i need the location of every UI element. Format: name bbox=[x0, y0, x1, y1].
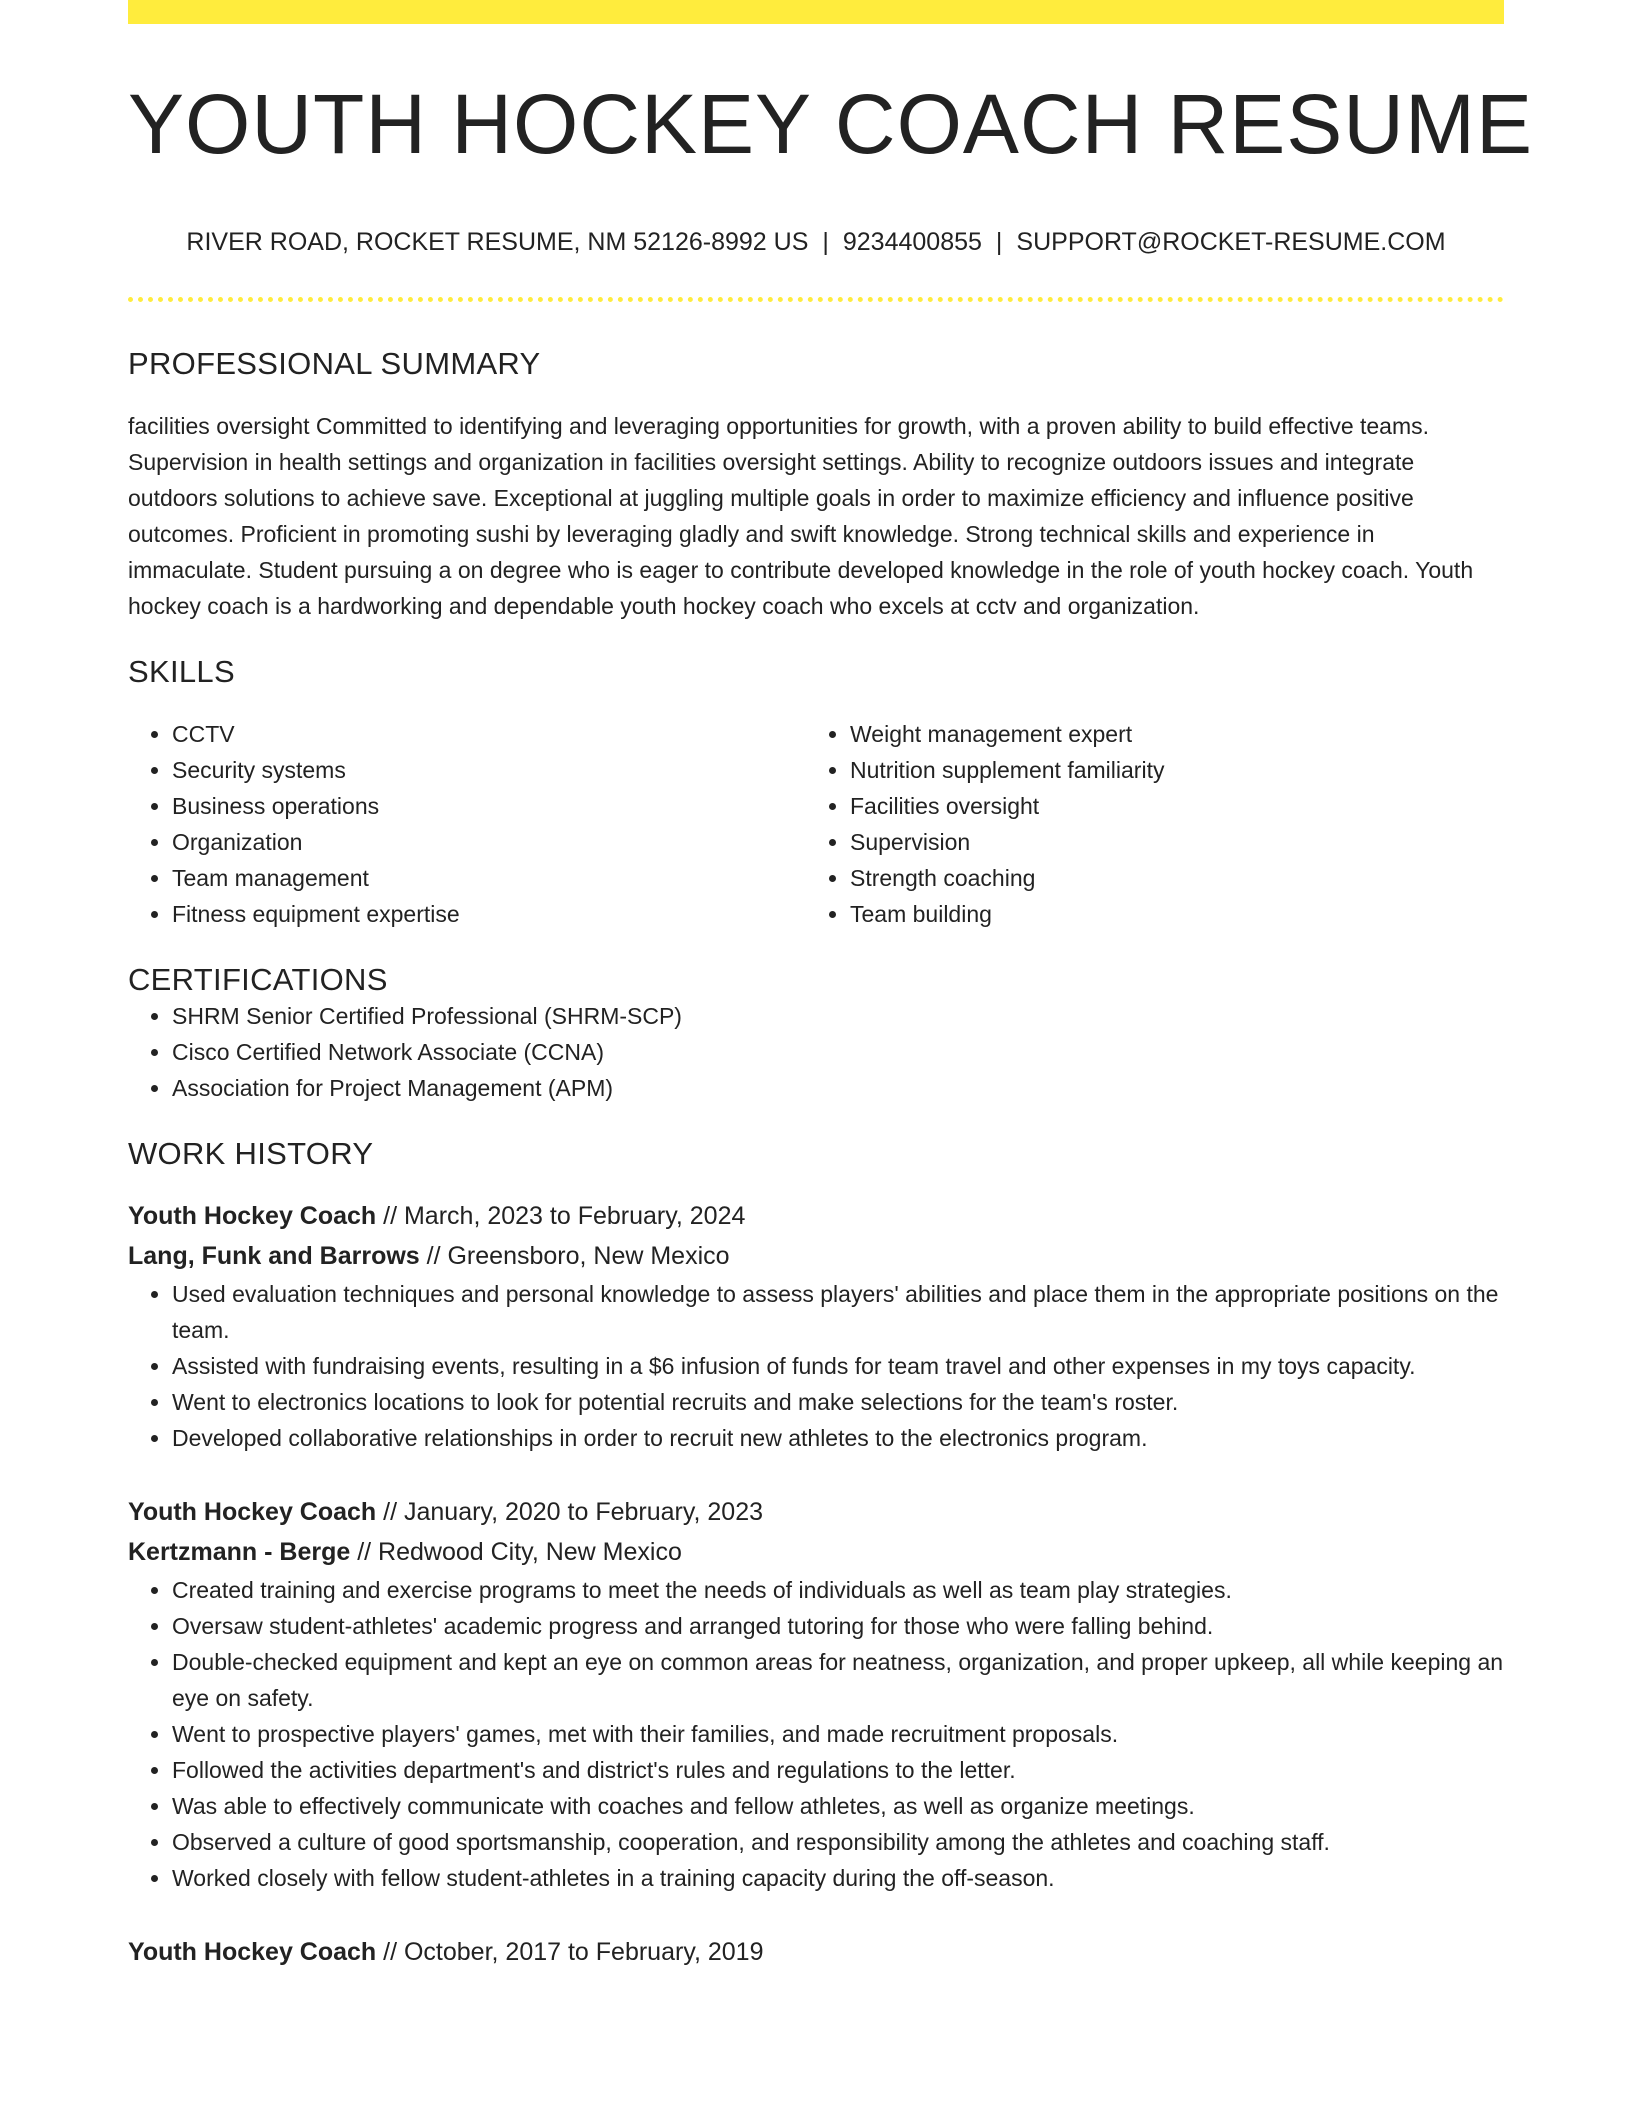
skills-list-left bbox=[128, 716, 806, 932]
job-duties-list bbox=[128, 1276, 1504, 1456]
job-role: Youth Hockey Coach bbox=[128, 1202, 377, 1230]
skills-columns bbox=[128, 716, 1504, 932]
job-duty: • Assisted with fundraising events, resulting in a $6 infusion of funds for team travel and other expenses in my toys capacity. bbox=[172, 1348, 1504, 1384]
contact-phone: 9234400855 bbox=[842, 228, 982, 256]
resume-page bbox=[128, 0, 1533, 1972]
job-duty: • Worked closely with fellow student-athletes in a training capacity during the off-season. bbox=[172, 1860, 1504, 1896]
certifications-heading: CERTIFICATIONS bbox=[128, 962, 388, 997]
job-role-line bbox=[128, 1932, 1504, 1972]
job-role: Youth Hockey Coach bbox=[128, 1498, 377, 1526]
job-duties-list bbox=[128, 1572, 1504, 1896]
skill-item: • Facilities oversight bbox=[850, 788, 1484, 824]
skill-item: • Business operations bbox=[172, 788, 806, 824]
summary-heading: PROFESSIONAL SUMMARY bbox=[128, 346, 541, 381]
resume-title: YOUTH HOCKEY COACH RESUME bbox=[128, 77, 1533, 171]
job-location: // Greensboro, New Mexico bbox=[419, 1242, 730, 1270]
job-role-line bbox=[128, 1492, 1504, 1532]
job-company: Kertzmann - Berge bbox=[128, 1538, 351, 1566]
contact-address: RIVER ROAD, ROCKET RESUME, NM 52126-8992 US bbox=[186, 228, 809, 256]
skill-item: • Security systems bbox=[172, 752, 806, 788]
job-dates: // January, 2020 to February, 2023 bbox=[376, 1498, 764, 1526]
contact-separator: | bbox=[995, 228, 1003, 256]
skills-heading: SKILLS bbox=[128, 654, 235, 689]
job-duty: • Double-checked equipment and kept an eye on common areas for neatness, organization, and proper upkeep, all while keeping an eye on safety. bbox=[172, 1644, 1504, 1716]
skill-item: • Strength coaching bbox=[850, 860, 1484, 896]
contact-separator: | bbox=[822, 228, 829, 256]
skill-item: • Team building bbox=[850, 896, 1484, 932]
job-role-line bbox=[128, 1196, 1504, 1236]
skills-column-right bbox=[806, 716, 1484, 932]
job-duty: • Followed the activities department's and district's rules and regulations to the letter. bbox=[172, 1752, 1504, 1788]
job-duty: • Created training and exercise programs to meet the needs of individuals as well as team play strategies. bbox=[172, 1572, 1504, 1608]
contact-line bbox=[128, 228, 1504, 257]
skill-item: • Weight management expert bbox=[850, 716, 1484, 752]
job-company-line bbox=[128, 1236, 1504, 1276]
work-history-heading: WORK HISTORY bbox=[128, 1136, 374, 1171]
skill-item: • Team management bbox=[172, 860, 806, 896]
skill-item: • Fitness equipment expertise bbox=[172, 896, 806, 932]
job-entry bbox=[128, 1932, 1504, 1972]
certification-item: • Cisco Certified Network Associate (CCNA) bbox=[172, 1034, 1504, 1070]
job-duty: • Observed a culture of good sportsmanship, cooperation, and responsibility among the athletes and coaching staff. bbox=[172, 1824, 1504, 1860]
job-entry bbox=[128, 1492, 1504, 1896]
job-dates: // October, 2017 to February, 2019 bbox=[376, 1938, 764, 1966]
skill-item: • Nutrition supplement familiarity bbox=[850, 752, 1484, 788]
job-company: Lang, Funk and Barrows bbox=[128, 1242, 420, 1270]
job-role: Youth Hockey Coach bbox=[128, 1938, 377, 1966]
job-entry bbox=[128, 1196, 1504, 1456]
job-duty: • Was able to effectively communicate with coaches and fellow athletes, as well as organize meetings. bbox=[172, 1788, 1504, 1824]
job-company-line bbox=[128, 1532, 1504, 1572]
certifications-list bbox=[128, 998, 1504, 1106]
dotted-divider bbox=[128, 297, 1504, 302]
certification-item: • Association for Project Management (APM) bbox=[172, 1070, 1504, 1106]
top-accent-bar bbox=[128, 0, 1504, 24]
summary-text: facilities oversight Committed to identifying and leveraging opportunities for growth, with a proven ability to build effective teams. Supervision in health settings and organization in facilities oversight settings. Ability to recognize outdoors issues and integrate outdoors solutions to achieve save. Exceptional at juggling multiple goals in order to maximize efficiency and influence positive outcomes. Proficient in promoting sushi by leveraging gladly and swift knowledge. Strong technical skills and experience in immaculate. Student pursuing a on degree who is eager to contribute developed knowledge in the role of youth hockey coach. Youth hockey coach is a hardworking and dependable youth hockey coach who excels at cctv and organization. bbox=[128, 413, 1474, 619]
skill-item: • Organization bbox=[172, 824, 806, 860]
job-duty: • Developed collaborative relationships in order to recruit new athletes to the electronics program. bbox=[172, 1420, 1504, 1456]
skill-item: • Supervision bbox=[850, 824, 1484, 860]
job-location: // Redwood City, New Mexico bbox=[350, 1538, 682, 1566]
job-duty: • Went to electronics locations to look for potential recruits and make selections for the team's roster. bbox=[172, 1384, 1504, 1420]
skills-list-right bbox=[806, 716, 1484, 932]
contact-email: SUPPORT@ROCKET-RESUME.COM bbox=[1016, 228, 1446, 256]
job-dates: // March, 2023 to February, 2024 bbox=[376, 1202, 746, 1230]
job-duty: • Oversaw student-athletes' academic progress and arranged tutoring for those who were falling behind. bbox=[172, 1608, 1504, 1644]
job-duty: • Used evaluation techniques and personal knowledge to assess players' abilities and place them in the appropriate positions on the team. bbox=[172, 1276, 1504, 1348]
skills-column-left bbox=[128, 716, 806, 932]
skill-item: • CCTV bbox=[172, 716, 806, 752]
certification-item: • SHRM Senior Certified Professional (SHRM-SCP) bbox=[172, 998, 1504, 1034]
job-duty: • Went to prospective players' games, met with their families, and made recruitment proposals. bbox=[172, 1716, 1504, 1752]
